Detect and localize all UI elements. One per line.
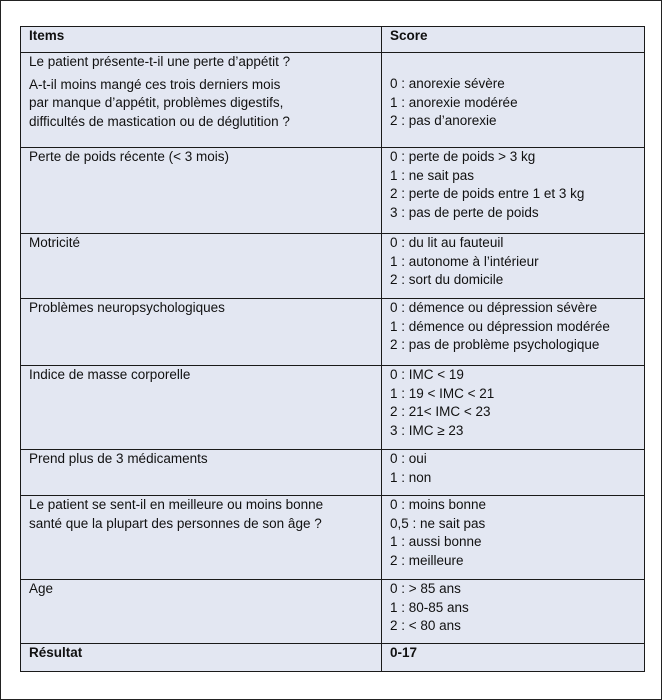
item-text: Le patient se sent-il en meilleure ou moins bonne: [29, 497, 324, 512]
item-text: A-t-il moins mangé ces trois derniers mois: [29, 76, 281, 92]
item-cell: [21, 148, 382, 234]
score-option: 2 : perte de poids entre 1 et 3 kg: [390, 186, 585, 202]
score-option: 2 : < 80 ans: [390, 618, 461, 634]
item-text: Le patient présente-t-il une perte d’appétit ?: [29, 54, 291, 69]
score-cell: [382, 234, 645, 299]
table-row: [21, 366, 645, 450]
table-row: [21, 53, 645, 148]
score-option: 0 : anorexie sévère: [390, 76, 505, 91]
score-cell: [382, 450, 645, 496]
score-option: 0 : IMC < 19: [390, 367, 464, 382]
table-header-row: [21, 27, 645, 53]
score-option: 1 : anorexie modérée: [390, 94, 518, 110]
total-label-cell: [21, 644, 382, 672]
total-value-cell: [382, 644, 645, 672]
score-option: 3 : pas de perte de poids: [390, 204, 539, 220]
item-cell: [21, 234, 382, 299]
score-option: 0 : > 85 ans: [390, 581, 461, 596]
score-option: 0 : oui: [390, 451, 427, 466]
score-option: 1 : 19 < IMC < 21: [390, 385, 495, 401]
score-option: 1 : 80-85 ans: [390, 599, 469, 615]
score-option: 1 : démence ou dépression modérée: [390, 318, 610, 334]
score-cell: [382, 496, 645, 580]
score-option: 2 : 21< IMC < 23: [390, 404, 491, 420]
score-option: 0 : moins bonne: [390, 497, 487, 512]
score-option: 0 : perte de poids > 3 kg: [390, 149, 536, 164]
item-text: santé que la plupart des personnes de son âge ?: [29, 515, 322, 531]
score-option: 2 : pas d’anorexie: [390, 113, 497, 129]
score-cell: [382, 580, 645, 644]
score-cell: [382, 299, 645, 366]
total-row: [21, 644, 645, 672]
score-option: 2 : sort du domicile: [390, 272, 504, 288]
item-text: Motricité: [29, 235, 81, 250]
score-option: 1 : autonome à l’intérieur: [390, 253, 539, 269]
item-cell: [21, 53, 382, 148]
header-items: Items: [21, 27, 382, 53]
item-text: Problèmes neuropsychologiques: [29, 300, 225, 315]
score-cell: [382, 366, 645, 450]
mna-score-table: [20, 26, 645, 672]
score-option: 1 : non: [390, 469, 432, 485]
table-row: [21, 299, 645, 366]
table-row: [21, 234, 645, 299]
table-row: [21, 496, 645, 580]
score-option: 1 : aussi bonne: [390, 534, 482, 550]
score-option: 3 : IMC ≥ 23: [390, 422, 464, 438]
item-text: Age: [29, 581, 54, 596]
score-option: 2 : meilleure: [390, 552, 464, 568]
score-option: 0,5 : ne sait pas: [390, 515, 486, 531]
score-option: 0 : du lit au fauteuil: [390, 235, 504, 250]
item-text: Prend plus de 3 médicaments: [29, 451, 208, 466]
score-option: 1 : ne sait pas: [390, 167, 475, 183]
score-option: 0 : démence ou dépression sévère: [390, 300, 598, 315]
item-cell: [21, 450, 382, 496]
item-text: Perte de poids récente (< 3 mois): [29, 149, 229, 164]
score-option: 2 : pas de problème psychologique: [390, 337, 600, 353]
item-cell: [21, 366, 382, 450]
score-cell: [382, 53, 645, 148]
total-value: 0-17: [390, 645, 418, 660]
item-cell: [21, 299, 382, 366]
item-text: Indice de masse corporelle: [29, 367, 191, 382]
item-cell: [21, 580, 382, 644]
item-text: par manque d’appétit, problèmes digestifs,: [29, 95, 284, 111]
score-cell: [382, 148, 645, 234]
item-cell: [21, 496, 382, 580]
table-row: [21, 148, 645, 234]
table-row: [21, 450, 645, 496]
item-text: difficultés de mastication ou de déglutition ?: [29, 113, 290, 129]
header-score: Score: [382, 27, 645, 53]
table-row: [21, 580, 645, 644]
total-label: Résultat: [29, 645, 83, 660]
